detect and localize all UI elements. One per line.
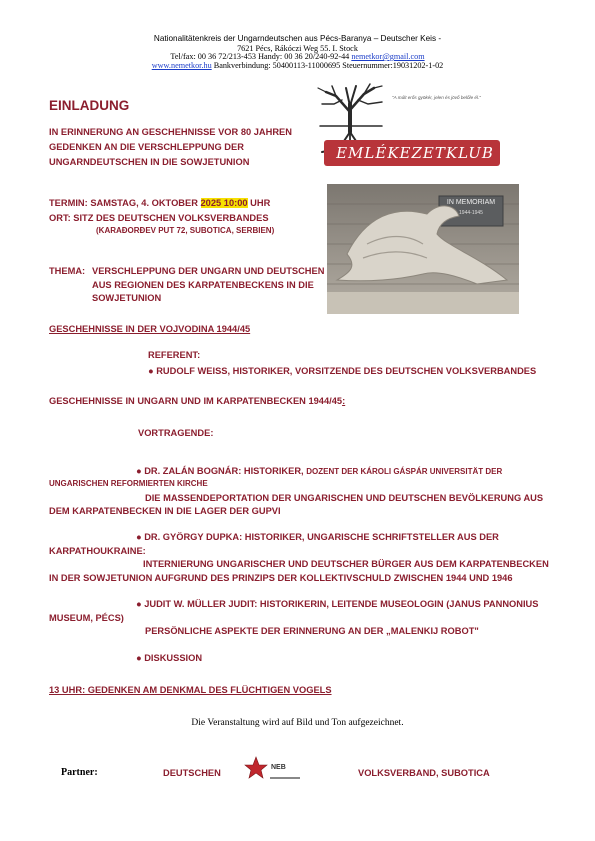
speaker-mueller-cont: MUSEUM, PÉCS) bbox=[49, 613, 124, 623]
bank-details: Bankverbindung: 50400113-11000695 Steuernummer:19031202-1-02 bbox=[211, 61, 444, 70]
vortragende-label: VORTRAGENDE: bbox=[138, 428, 214, 438]
speaker-bognar-topic-2: DEM KARPATENBECKEN IN DIE LAGER DER GUPVI bbox=[49, 506, 281, 516]
thema-line-1: VERSCHLEPPUNG DER UNGARN UND DEUTSCHEN bbox=[92, 266, 325, 276]
memorial-photo bbox=[327, 184, 519, 314]
club-name: EMLÉKEZETKLUB bbox=[336, 144, 494, 162]
thema-label: THEMA: bbox=[49, 266, 86, 276]
contact-phones: Tel/fax: 00 36 72/213-453 Handy: 00 36 20/240-92-44 bbox=[170, 52, 352, 61]
speaker-mueller-name: ● JUDIT W. MÜLLER JUDIT: HISTORIKERIN, LEITENDE MUSEOLOGIN (JANUS PANNONIUS bbox=[136, 599, 539, 609]
speaker-bognar-affiliation: DOZENT DER KÁROLI GÁSPÁR UNIVERSITÄT DER bbox=[306, 467, 503, 476]
speaker-dupka-cont: KARPATHOUKRAINE: bbox=[49, 546, 146, 556]
speaker-bognar-name bbox=[136, 465, 502, 478]
section-heading-text: GESCHEHNISSE IN UNGARN UND IM KARPATENBECKEN 1944/45 bbox=[49, 396, 343, 406]
partner-logo-text: NEB bbox=[271, 764, 286, 771]
gedenken-line: 13 UHR: GEDENKEN AM DENKMAL DES FLÜCHTIGEN VOGELS bbox=[49, 685, 332, 695]
thema-line-2: AUS REGIONEN DES KARPATENBECKENS IN DIE bbox=[92, 280, 314, 290]
partner-label: Partner: bbox=[61, 767, 98, 778]
emlekezetklub-logo bbox=[312, 82, 504, 168]
partner-logo bbox=[244, 755, 304, 785]
section-karpatenbecken-heading bbox=[49, 395, 345, 407]
termin-date: TERMIN: SAMSTAG, 4. OKTOBER bbox=[49, 198, 201, 208]
speaker-bognar-cont: UNGARISCHEN REFORMIERTEN KIRCHE bbox=[49, 479, 208, 488]
plaque-years: 1944-1945 bbox=[459, 210, 483, 216]
speaker-dupka-topic-2: IN DER SOWJETUNION AUFGRUND DES PRINZIPS DER KOLLEKTIVSCHULD ZWISCHEN 1944 UND 1946 bbox=[49, 573, 513, 583]
ort-address: (KARAĐORĐEV PUT 72, SUBOTICA, SERBIEN) bbox=[96, 226, 275, 235]
partner-left-text: DEUTSCHEN bbox=[163, 768, 221, 778]
plaque-title: IN MEMORIAM bbox=[446, 199, 496, 206]
speaker-bognar-topic-1: DIE MASSENDEPORTATION DER UNGARISCHEN UND DEUTSCHEN BEVÖLKERUNG AUS bbox=[145, 493, 544, 503]
page-title: EINLADUNG bbox=[49, 98, 130, 113]
subtitle-line-1: IN ERINNERUNG AN GESCHEHNISSE VOR 80 JAHREN bbox=[49, 127, 292, 137]
termin-suffix: UHR bbox=[247, 198, 271, 208]
discussion-item: ● DISKUSSION bbox=[136, 653, 203, 663]
email-link[interactable]: nemetkor@gmail.com bbox=[351, 52, 425, 61]
termin-line bbox=[49, 197, 270, 209]
thema-line-3: SOWJETUNION bbox=[92, 293, 162, 303]
speaker-dupka-topic-1: INTERNIERUNG UNGARISCHER UND DEUTSCHER BÜRGER AUS DEM KARPATENBECKEN bbox=[143, 559, 549, 569]
logo-quote: "A múlt erős gyökér, jelen és jövő belőle él." bbox=[392, 95, 481, 100]
referent-name: ● RUDOLF WEISS, HISTORIKER, VORSITZENDE DES DEUTSCHEN VOLKSVERBANDES bbox=[148, 366, 537, 376]
section-vojvodina-heading: GESCHEHNISSE IN DER VOJVODINA 1944/45 bbox=[49, 324, 251, 334]
recording-note: Die Veranstaltung wird auf Bild und Ton aufgezeichnet. bbox=[191, 718, 404, 728]
section-heading-colon: : bbox=[342, 396, 346, 406]
ort-line: ORT: SITZ DES DEUTSCHEN VOLKSVERBANDES bbox=[49, 213, 269, 223]
header-line-4 bbox=[0, 61, 595, 71]
termin-time-highlight: 2025 10:00 bbox=[200, 198, 248, 208]
header-line-2: 7621 Pécs, Rákóczi Weg 55. I. Stock bbox=[237, 44, 358, 53]
speaker-bognar-main: ● DR. ZALÁN BOGNÁR: HISTORIKER, bbox=[136, 466, 307, 476]
speaker-dupka-name: ● DR. GYÖRGY DUPKA: HISTORIKER, UNGARISCHE SCHRIFTSTELLER AUS DER bbox=[136, 532, 499, 542]
partner-right-text: VOLKSVERBAND, SUBOTICA bbox=[358, 768, 490, 778]
website-link[interactable]: www.nemetkor.hu bbox=[151, 61, 212, 70]
referent-label: REFERENT: bbox=[148, 350, 201, 360]
speaker-mueller-topic: PERSÖNLICHE ASPEKTE DER ERINNERUNG AN DER „MALENKIJ ROBOT" bbox=[145, 626, 479, 636]
subtitle-line-3: UNGARNDEUTSCHEN IN DIE SOWJETUNION bbox=[49, 157, 250, 167]
header-line-1: Nationalitätenkreis der Ungarndeutschen aus Pécs-Baranya – Deutscher Keis - bbox=[153, 34, 442, 43]
subtitle-line-2: GEDENKEN AN DIE VERSCHLEPPUNG DER bbox=[49, 142, 244, 152]
